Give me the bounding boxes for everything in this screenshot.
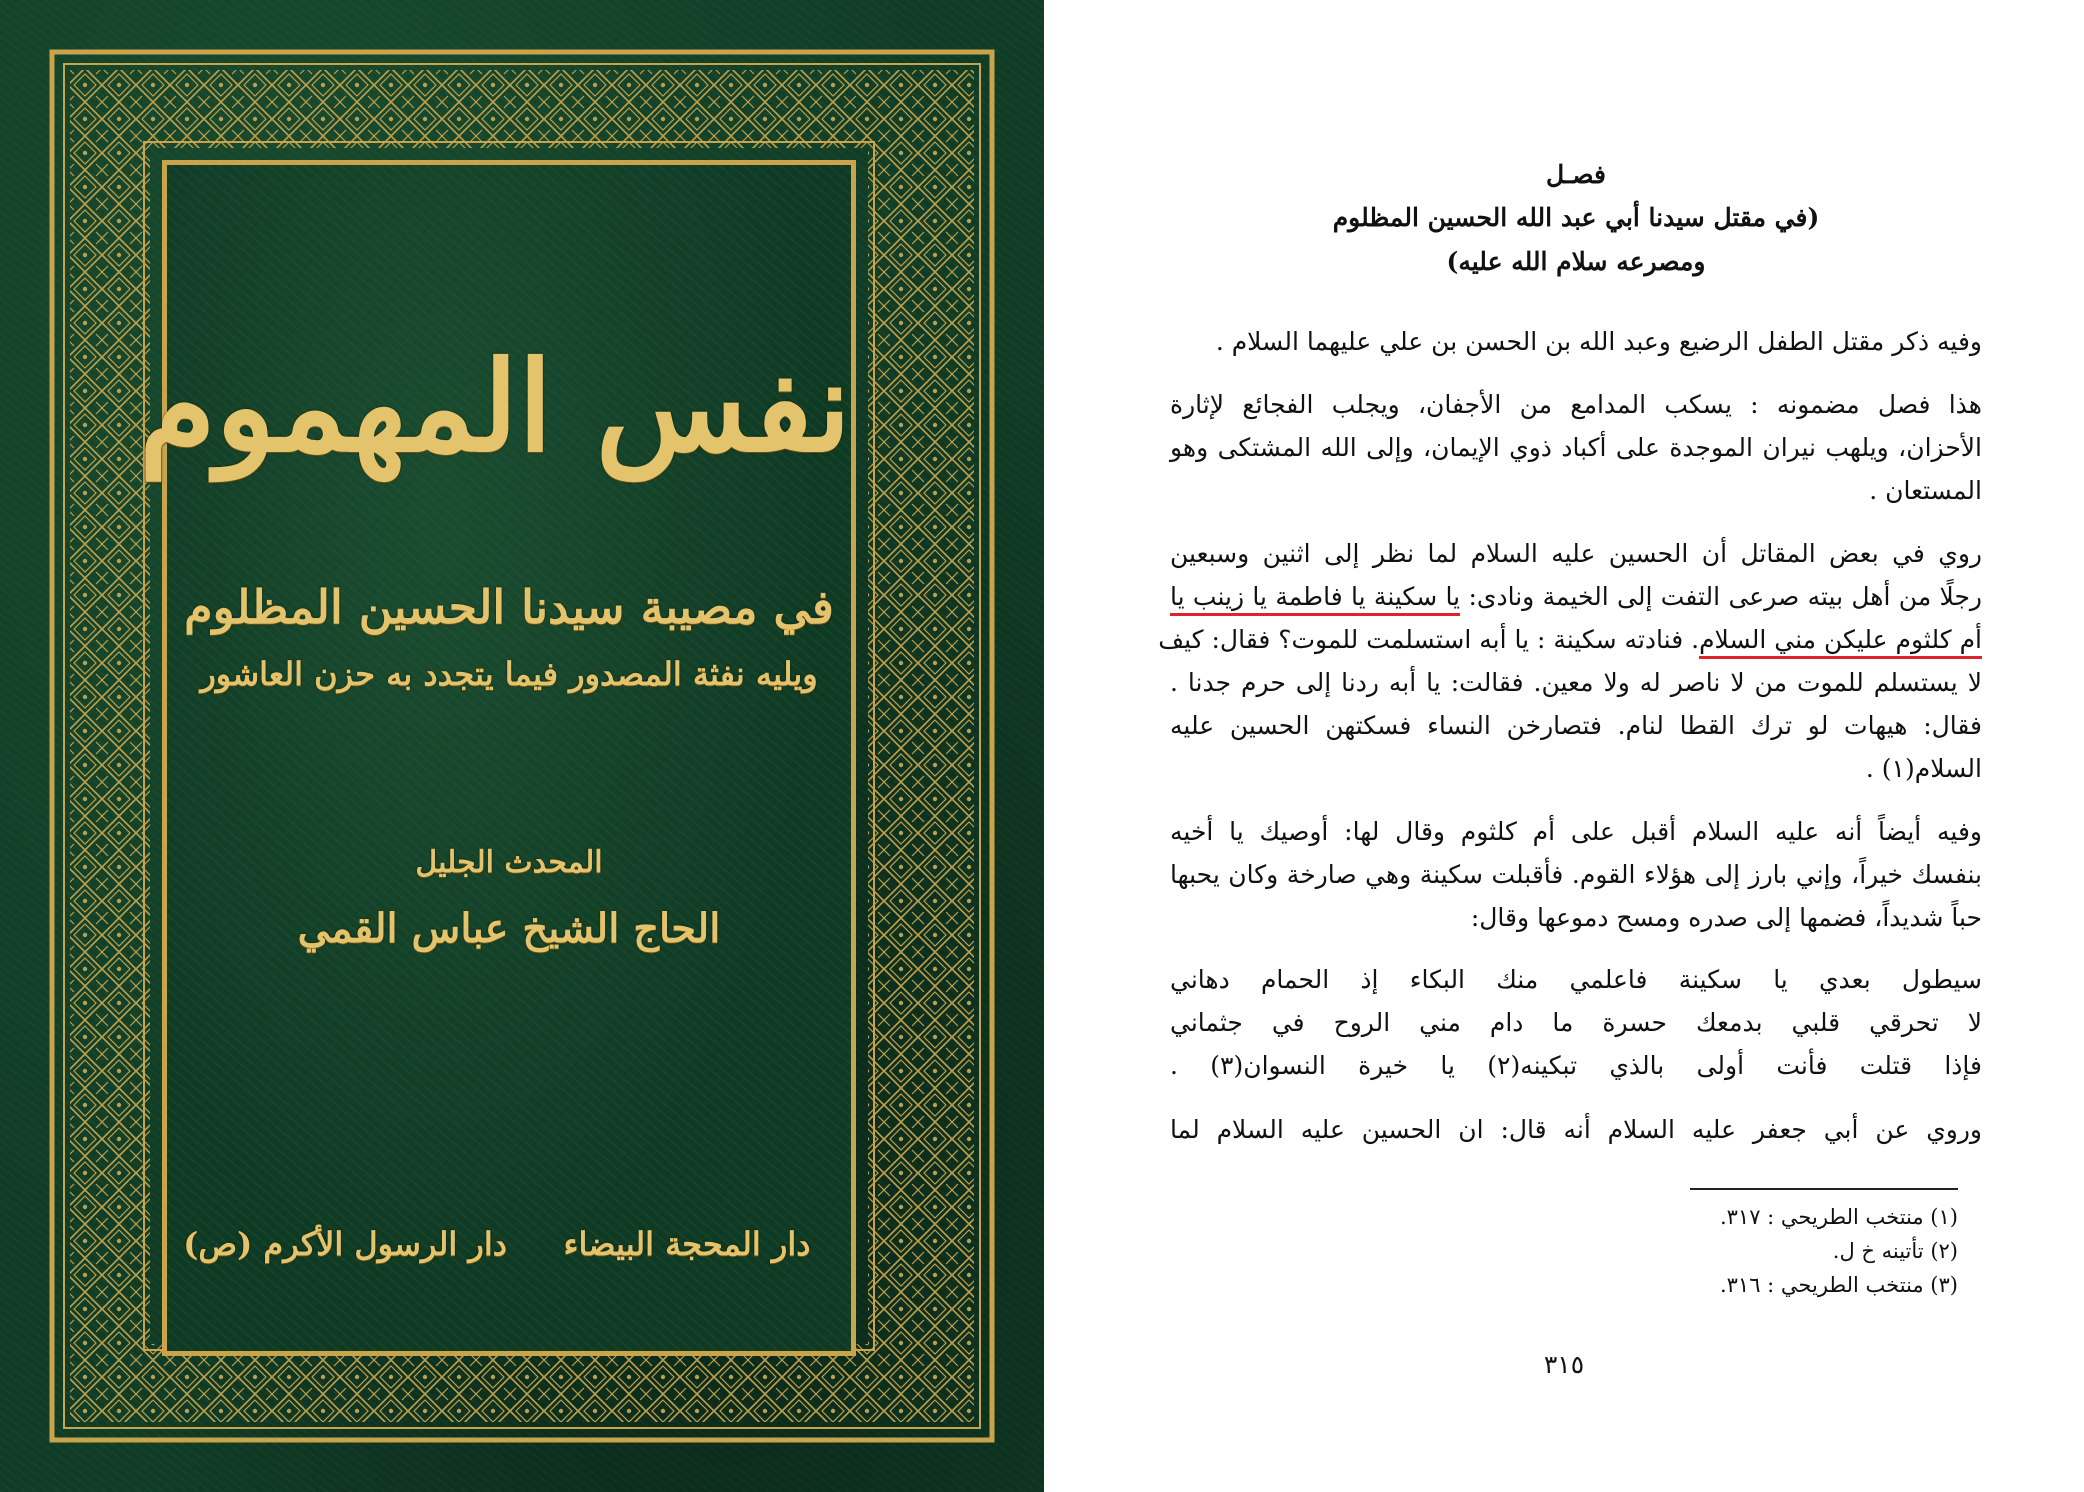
poem-verse: سيطول بعدي يا سكينة فاعلمي منك البكاء إذ الحمام دهاني: [1170, 965, 1982, 994]
paragraph-line: روي في بعض المقاتل أن الحسين عليه السلام لما نظر إلى اثنين وسبعين: [1170, 539, 1982, 568]
footnote: (٣) منتخب الطريحي : ٣١٦.: [1719, 1273, 1958, 1297]
paragraph-line: بنفسك خيراً، وإني بارز إلى هؤلاء القوم. فأقبلت سكينة وهي صارخة وكان يحبها: [1170, 860, 1982, 889]
cover-subtitle-secondary: ويليه نفثة المصدور فيما يتجدد به حزن العاشور: [200, 655, 818, 693]
cover-author-title: المحدث الجليل: [415, 845, 603, 880]
footnote: (٢) تأتينه خ ل.: [1832, 1239, 1958, 1263]
cover-author-name: الحاج الشيخ عباس القمي: [297, 905, 721, 952]
footnote: (١) منتخب الطريحي : ٣١٧.: [1719, 1205, 1958, 1229]
paragraph-line: الأحزان، ويلهب نيران الموجدة على أكباد ذوي الإيمان، وإلى الله المشتكى وهو: [1170, 433, 1982, 462]
page-number: ٣١٥: [1543, 1350, 1585, 1379]
paragraph-line: هذا فصل مضمونه : يسكب المدامع من الأجفان، ويجلب الفجائع لإثارة: [1170, 390, 1982, 419]
paragraph-line: لا يستسلم للموت من لا ناصر له ولا معين. فقالت: يا أبه ردنا إلى حرم جدنا .: [1170, 668, 1982, 697]
section-heading: فصـل: [1546, 160, 1606, 189]
cover-publisher-primary: دار المحجة البيضاء: [563, 1225, 811, 1263]
cover-subtitle: في مصيبة سيدنا الحسين المظلوم: [184, 580, 834, 634]
paragraph-line: [1158, 620, 1982, 660]
cover-publisher-secondary: دار الرسول الأكرم (ص): [183, 1225, 507, 1263]
paragraph-line: وفيه ذكر مقتل الطفل الرضيع وعبد الله بن الحسن بن علي عليهما السلام .: [1215, 327, 1982, 356]
paragraph-line: السلام(١) .: [1865, 754, 1982, 783]
paragraph-line: وروي عن أبي جعفر عليه السلام أنه قال: ان الحسين عليه السلام لما: [1170, 1115, 1982, 1144]
cover-title: نفس المهموم: [138, 335, 851, 480]
paragraph-line: فقال: هيهات لو ترك القطا لنام. فتصارخن النساء فسكتهن الحسين عليه: [1170, 711, 1982, 740]
text-page: [1044, 0, 2084, 1492]
highlighted-quote: يا سكينة يا فاطمة يا زينب يا: [1170, 582, 1460, 616]
paragraph-line: حباً شديداً، فضمها إلى صدره ومسح دموعها وقال:: [1470, 903, 1982, 932]
paragraph-line: [1170, 577, 1982, 617]
highlighted-quote: أم كلثوم عليكن مني السلام: [1699, 625, 1982, 659]
poem-verse: لا تحرقي قلبي بدمعك حسرة ما دام مني الروح في جثماني: [1170, 1008, 1982, 1037]
section-subheading: (في مقتل سيدنا أبي عبد الله الحسين المظلوم: [1332, 203, 1820, 232]
poem-verse: فإذا قتلت فأنت أولى بالذي تبكينه(٢) يا خيرة النسوان(٣) .: [1170, 1051, 1983, 1080]
footnote-divider: [1690, 1188, 1958, 1190]
section-subheading-2: ومصرعه سلام الله عليه): [1446, 247, 1706, 276]
paragraph-text: رجلًا من أهل بيته صرعى التفت إلى الخيمة ونادى:: [1460, 582, 1983, 611]
cover-center-panel: [138, 160, 856, 1356]
paragraph-text: . فنادته سكينة : يا أبه استسلمت للموت؟ فقال: كيف: [1158, 625, 1700, 654]
paragraph-line: وفيه أيضاً أنه عليه السلام أقبل على أم كلثوم وقال لها: أوصيك يا أخيه: [1170, 817, 1982, 846]
paragraph-line: المستعان .: [1869, 476, 1982, 505]
